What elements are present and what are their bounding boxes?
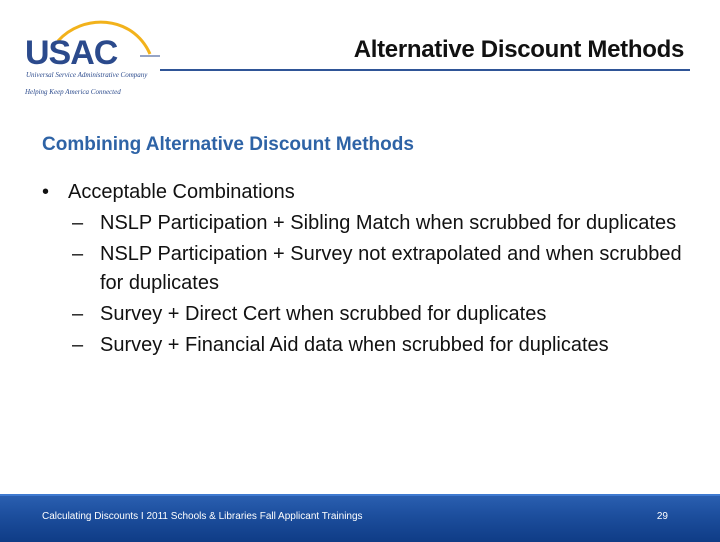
logo-motto: Helping Keep America Connected bbox=[25, 88, 121, 96]
bullet-item bbox=[42, 178, 682, 207]
title-divider bbox=[160, 69, 690, 71]
sub-bullet-text: NSLP Participation + Sibling Match when scrubbed for duplicates bbox=[100, 212, 677, 234]
footer-text: Calculating Discounts I 2011 Schools & Libraries Fall Applicant Trainings bbox=[42, 511, 363, 522]
logo-tagline: Universal Service Administrative Company bbox=[26, 71, 148, 79]
sub-bullet-text: Survey + Financial Aid data when scrubbed for duplicates bbox=[100, 334, 609, 356]
dash-icon: – bbox=[72, 212, 84, 234]
bullet-icon: • bbox=[42, 181, 50, 203]
slide-title: Alternative Discount Methods bbox=[353, 36, 684, 63]
sub-bullet-item bbox=[42, 240, 682, 298]
sub-bullet-item bbox=[42, 331, 682, 360]
sub-bullet-item bbox=[42, 300, 682, 329]
bullet-text: Acceptable Combinations bbox=[68, 181, 295, 203]
logo-wordmark: USAC bbox=[25, 34, 118, 72]
footer-bar bbox=[0, 494, 720, 542]
dash-icon: – bbox=[72, 243, 84, 265]
page-number: 29 bbox=[656, 511, 668, 522]
bullet-list bbox=[42, 178, 682, 360]
sub-bullet-text: Survey + Direct Cert when scrubbed for duplicates bbox=[100, 303, 547, 325]
usac-logo bbox=[22, 14, 162, 96]
sub-bullet-text: NSLP Participation + Survey not extrapolated and when scrubbed for duplicates bbox=[100, 243, 682, 294]
section-subheading: Combining Alternative Discount Methods bbox=[42, 134, 414, 155]
dash-icon: – bbox=[72, 334, 84, 356]
dash-icon: – bbox=[72, 303, 84, 325]
sub-bullet-item bbox=[42, 209, 682, 238]
